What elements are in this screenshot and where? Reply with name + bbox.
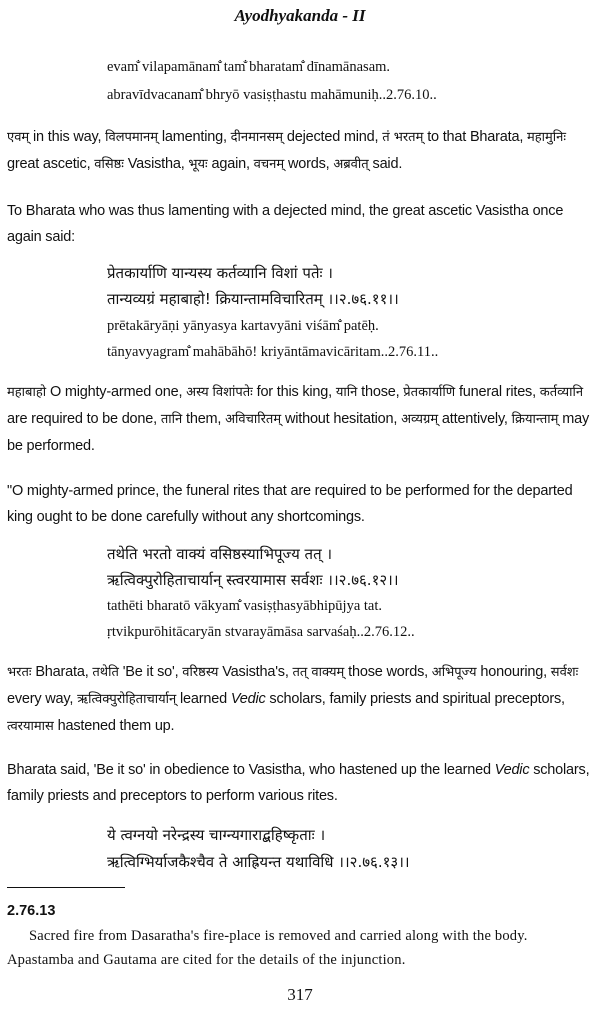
verse-11-devanagari-line-2: तान्यव्यग्रं महाबाहो! क्रियान्तामविचारितम् ।।२.७६.११।। [107, 290, 399, 308]
translation-11: "O mighty-armed prince, the funeral rites that are required to be performed for the departed king ought to be done carefully without any shortcomings. [7, 483, 573, 525]
english-gloss: learned [176, 691, 231, 707]
translation-12-after: scholars, family priests and preceptors to perform various rites. [7, 762, 590, 804]
english-gloss: without hesitation, [281, 411, 402, 427]
translation-12-italic: Vedic [494, 762, 530, 778]
english-gloss: in this way, [29, 129, 106, 145]
sanskrit-term: महामुनिः [526, 130, 567, 145]
english-gloss: for this king, [252, 384, 336, 400]
sanskrit-term: एवम् [7, 130, 30, 145]
verse-11-transliteration-line-2: tānyavyagram̐ mahābāhō! kriyāntāmavicāritam..2.76.11.. [107, 344, 439, 360]
word-gloss-10 [7, 124, 595, 178]
sanskrit-term: भरतः [7, 665, 32, 680]
english-gloss: lamenting, [158, 129, 231, 145]
sanskrit-term: अविचारितम् [225, 412, 282, 427]
sanskrit-term: सर्वशः [550, 665, 579, 680]
verse-10-transliteration-line-1: evam̐ vilapamānam̐ tam̐ bharatam̐ dīnamānasam. [107, 59, 391, 75]
english-gloss: are required to be done, [7, 411, 161, 427]
sanskrit-term: तं भरतम् [382, 130, 424, 145]
sanskrit-term: कर्तव्यानि [539, 385, 584, 400]
verse-10-transliteration-line-2: abravīdvacanam̐ bhryō vasiṣṭhastu mahāmuniḥ..2.76.10.. [107, 87, 437, 103]
sanskrit-term: विलपमानम् [105, 130, 159, 145]
page-number: 317 [287, 985, 313, 1004]
english-gloss: honouring, [476, 664, 551, 680]
english-gloss: funeral rites, [455, 384, 540, 400]
english-gloss: again, [207, 156, 254, 172]
sanskrit-term: प्रेतकार्याणि [403, 385, 456, 400]
english-gloss: Bharata, [31, 664, 93, 680]
word-gloss-12 [7, 659, 595, 740]
english-gloss: may be performed. [7, 411, 590, 454]
translation-12-before: Bharata said, 'Be it so' in obedience to Vasistha, who hastened up the learned [7, 762, 495, 778]
english-gloss: scholars, family priests and spiritual preceptors, [265, 691, 565, 707]
verse-12-transliteration-line-2: ṛtvikpurōhitācaryān stvarayāmāsa sarvaśaḥ..2.76.12.. [107, 624, 415, 640]
english-gloss: to that Bharata, [423, 129, 527, 145]
sanskrit-term: दीनमानसम् [230, 130, 284, 145]
english-gloss: them, [182, 411, 226, 427]
english-gloss: dejected mind, [283, 129, 383, 145]
sanskrit-term: महाबाहो [7, 385, 47, 400]
sanskrit-term: अब्रवीत् [333, 157, 369, 172]
verse-13-devanagari-line-1: ये त्वग्नयो नरेन्द्रस्य चाग्न्यगाराद्बहिष्कृताः । [107, 826, 326, 844]
english-gloss: attentively, [438, 411, 512, 427]
sanskrit-term: त्वरयामास [7, 719, 54, 734]
verse-11-devanagari-line-1: प्रेतकार्याणि यान्यस्य कर्तव्यानि विशां पतेः । [107, 264, 333, 282]
word-gloss-11 [7, 379, 595, 459]
verse-11-transliteration-line-1: prētakāryāṇi yānyasya kartavyāni viśām̐ patēḥ. [107, 318, 379, 334]
translation-12 [7, 757, 595, 809]
footnote-text: Sacred fire from Dasaratha's fire-place is removed and carried along with the body. Apastamba and Gautama are cited for the details of the injunction. [7, 928, 528, 968]
sanskrit-term: वसिष्ठः [94, 157, 124, 172]
english-gloss: Vasistha's, [218, 664, 293, 680]
translation-10: To Bharata who was thus lamenting with a dejected mind, the great ascetic Vasistha once again said: [7, 203, 564, 245]
sanskrit-term: तथेति [92, 665, 119, 680]
sanskrit-term: यानि [335, 385, 358, 400]
english-gloss: O mighty-armed one, [46, 384, 187, 400]
verse-12-devanagari-line-1: तथेति भरतो वाक्यं वसिष्ठस्याभिपूज्य तत् । [107, 545, 333, 563]
sanskrit-term: वचनम् [253, 157, 285, 172]
english-gloss: 'Be it so', [118, 664, 183, 680]
english-gloss: hastened them up. [53, 718, 175, 734]
english-gloss: every way, [7, 691, 78, 707]
english-gloss: said. [368, 156, 403, 172]
sanskrit-term: विशांपतेः [212, 385, 253, 400]
sanskrit-term: तानि [160, 412, 183, 427]
footnote-ref: 2.76.13 [7, 903, 56, 919]
english-gloss: Vedic [230, 691, 266, 707]
footnote-rule [7, 887, 125, 888]
sanskrit-term: ऋत्विक्पुरोहिताचार्यान् [77, 692, 177, 707]
english-gloss: those, [357, 384, 404, 400]
sanskrit-term: अभिपूज्य [431, 665, 477, 680]
sanskrit-term: वरिष्ठस्य [182, 665, 219, 680]
english-gloss: great ascetic, [7, 156, 95, 172]
sanskrit-term: क्रियान्ताम् [511, 412, 559, 427]
sanskrit-term: अव्यग्रम् [401, 412, 439, 427]
english-gloss: Vasistha, [123, 156, 189, 172]
verse-12-transliteration-line-1: tathēti bharatō vākyam̐ vasiṣṭhasyābhipūjya tat. [107, 598, 383, 614]
verse-12-devanagari-line-2: ऋत्विक्पुरोहिताचार्यान् स्त्वरयामास सर्वशः ।।२.७६.१२।। [107, 571, 399, 589]
running-header: Ayodhyakanda - II [234, 6, 366, 25]
english-gloss: those words, [344, 664, 432, 680]
english-gloss: words, [284, 156, 334, 172]
sanskrit-term: अस्य [186, 385, 209, 400]
sanskrit-term: तत् वाक्यम् [292, 665, 345, 680]
verse-13-devanagari-line-2: ऋत्विग्भिर्याजकैश्चैव ते आह्रियन्त यथाविधि ।।२.७६.१३।। [107, 853, 410, 871]
sanskrit-term: भूयः [188, 157, 208, 172]
